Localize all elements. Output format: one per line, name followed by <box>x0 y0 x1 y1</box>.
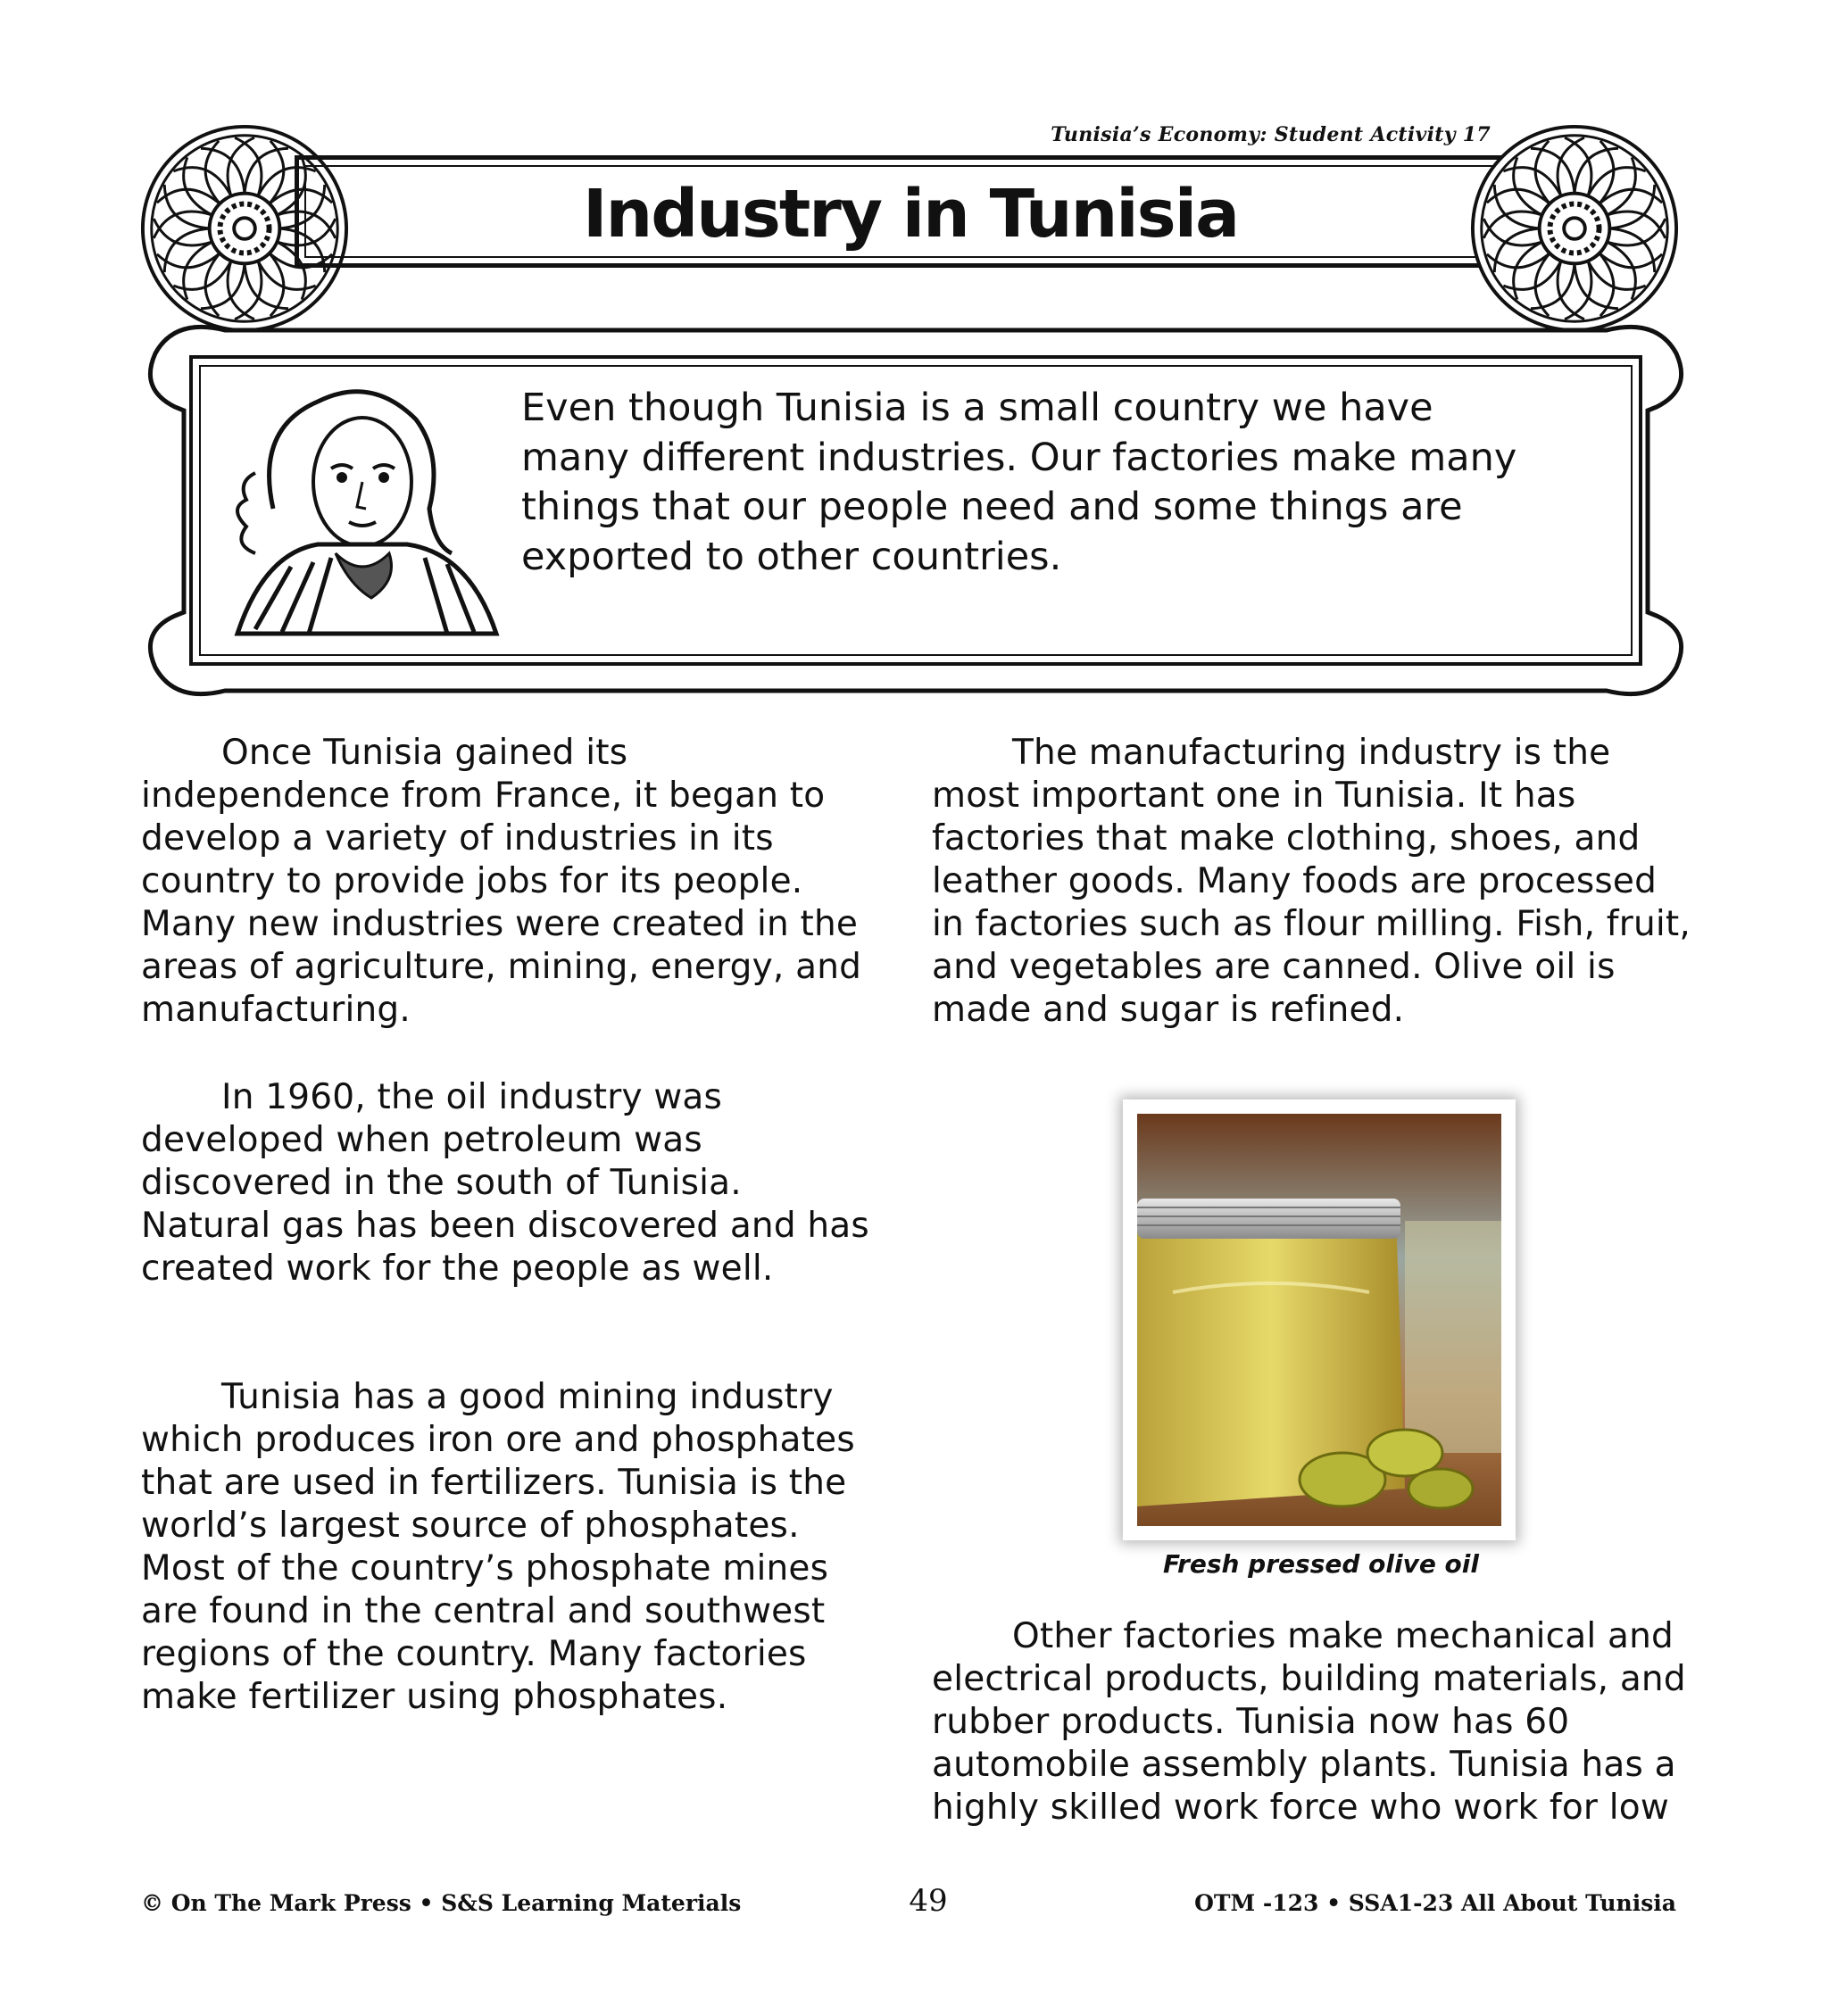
footer-publisher: © On The Mark Press • S&S Learning Materials <box>141 1890 742 1916</box>
paragraph-mining: Tunisia has a good mining industry which produces iron ore and phosphates that are used in fertilizers. Tunisia is the world’s largest source of phosphates. Most of the country’s phosphate mines are found in the central and southwest regions of the country. Many factories make fertilizer using phosphates. <box>141 1377 855 1717</box>
paragraph-other-factories: Other factories make mechanical and electrical products, building materials, and rubber products. Tunisia now has 60 automobile assembly plants. Tunisia has a highly skilled work force who work for low <box>932 1616 1686 1828</box>
girl-portrait-illustration <box>220 375 505 643</box>
paragraph-independence: Once Tunisia gained its independence from France, it began to develop a variety of industries in its country to provide jobs for its people. Many new industries were created in the areas of agriculture, mining, energy, and manufacturing. <box>141 733 862 1030</box>
paragraph-manufacturing: The manufacturing industry is the most important one in Tunisia. It has factories that make clothing, shoes, and leather goods. Many foods are processed in factories such as flour milling. Fish, fruit, and vegetables are canned. Olive oil is made and sugar is refined. <box>932 733 1691 1030</box>
olive-oil-jar-image <box>1137 1114 1501 1526</box>
intro-text: Even though Tunisia is a small country we have many different industries. Our factories make many things that our people need and some things are exported to other countries. <box>521 386 1517 579</box>
footer-product-code: OTM -123 • SSA1-23 All About Tunisia <box>1194 1890 1676 1916</box>
photo-caption: Fresh pressed olive oil <box>1162 1549 1479 1579</box>
paragraph-oil-industry: In 1960, the oil industry was developed when petroleum was discovered in the south of Tunisia. Natural gas has been discovered and has created work for the people as well. <box>141 1077 869 1289</box>
page-title: Industry in Tunisia <box>582 176 1238 253</box>
olive-oil-photo <box>1123 1099 1516 1540</box>
page-number: 49 <box>909 1883 948 1919</box>
rosette-ornament-right-icon <box>1469 123 1680 334</box>
activity-subtitle: Tunisia’s Economy: Student Activity 17 <box>1051 123 1491 146</box>
title-banner <box>295 155 1526 268</box>
